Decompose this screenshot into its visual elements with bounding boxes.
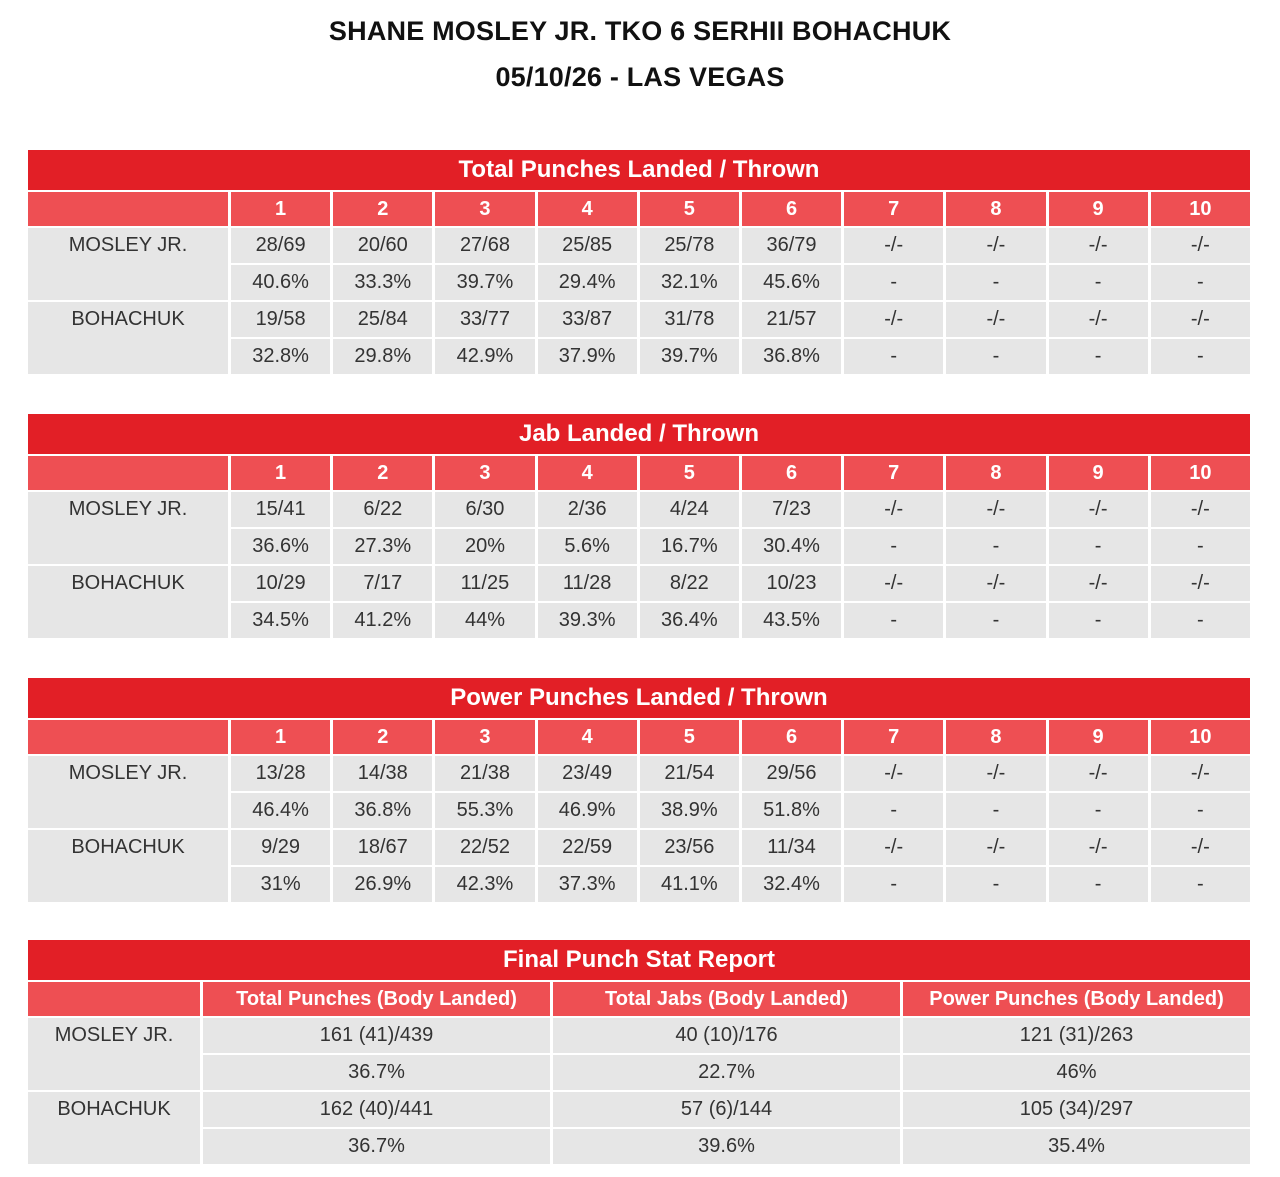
landed-thrown-cell: -/- [1049, 228, 1148, 263]
pct-cell: - [844, 339, 943, 374]
landed-thrown-cell: 8/22 [640, 566, 739, 601]
landed-thrown-cell: 7/17 [333, 566, 432, 601]
pct-cell: 39.7% [435, 265, 534, 300]
round-header: 9 [1049, 720, 1148, 754]
pct-cell: - [1151, 339, 1250, 374]
pct-cell: - [946, 265, 1045, 300]
pct-cell: 43.5% [742, 603, 841, 638]
pct-cell: - [844, 867, 943, 902]
pct-cell: 37.9% [538, 339, 637, 374]
landed-thrown-cell: 31/78 [640, 302, 739, 337]
pct-cell: 29.8% [333, 339, 432, 374]
landed-thrown-cell: 23/56 [640, 830, 739, 865]
landed-thrown-cell: 9/29 [231, 830, 330, 865]
round-header: 8 [946, 456, 1045, 490]
pct-cell: 51.8% [742, 793, 841, 828]
landed-thrown-cell: -/- [1049, 830, 1148, 865]
landed-thrown-cell: -/- [1049, 302, 1148, 337]
landed-thrown-cell: -/- [844, 566, 943, 601]
round-header: 3 [435, 192, 534, 226]
header-blank-cell [28, 982, 200, 1016]
pct-cell: 37.3% [538, 867, 637, 902]
landed-thrown-cell: 23/49 [538, 756, 637, 791]
pct-cell: 38.9% [640, 793, 739, 828]
landed-thrown-cell: 21/38 [435, 756, 534, 791]
landed-thrown-cell: -/- [1151, 228, 1250, 263]
landed-thrown-cell: 11/28 [538, 566, 637, 601]
round-header: 9 [1049, 456, 1148, 490]
landed-thrown-cell: 20/60 [333, 228, 432, 263]
col-total-jabs: Total Jabs (Body Landed) [553, 982, 900, 1016]
pct-cell: 34.5% [231, 603, 330, 638]
table-row [28, 756, 1250, 791]
table-row [28, 302, 1250, 337]
landed-thrown-cell: 14/38 [333, 756, 432, 791]
col-power-punches: Power Punches (Body Landed) [903, 982, 1250, 1016]
round-header: 6 [742, 720, 841, 754]
fighter-name: MOSLEY JR. [28, 756, 228, 828]
pct-cell: - [1151, 265, 1250, 300]
fighter-name: MOSLEY JR. [28, 1018, 200, 1090]
pct-cell: 41.1% [640, 867, 739, 902]
power-punches-title: Power Punches Landed / Thrown [28, 678, 1250, 718]
table-row [28, 1055, 1250, 1090]
landed-thrown-cell: -/- [946, 566, 1045, 601]
landed-thrown-cell: 22/52 [435, 830, 534, 865]
total-punches-title: Total Punches Landed / Thrown [28, 150, 1250, 190]
report-subtitle: 05/10/26 - LAS VEGAS [495, 62, 785, 92]
pct-cell: - [844, 603, 943, 638]
landed-thrown-cell: 36/79 [742, 228, 841, 263]
round-header: 7 [844, 192, 943, 226]
pct-cell: - [1151, 867, 1250, 902]
landed-thrown-cell: 27/68 [435, 228, 534, 263]
landed-thrown-cell: -/- [1151, 756, 1250, 791]
col-total-punches: Total Punches (Body Landed) [203, 982, 550, 1016]
landed-thrown-cell: 13/28 [231, 756, 330, 791]
landed-thrown-cell: 22/59 [538, 830, 637, 865]
pct-cell: - [1049, 867, 1148, 902]
landed-thrown-cell: 15/41 [231, 492, 330, 527]
header-blank-cell [28, 720, 228, 754]
jab-title: Jab Landed / Thrown [28, 414, 1250, 454]
landed-thrown-cell: 6/22 [333, 492, 432, 527]
round-header: 1 [231, 192, 330, 226]
pct-cell: - [1151, 603, 1250, 638]
report-title: SHANE MOSLEY JR. TKO 6 SERHII BOHACHUK [328, 16, 952, 46]
fighter-name: BOHACHUK [28, 830, 228, 902]
pct-cell: 29.4% [538, 265, 637, 300]
pct-cell: 30.4% [742, 529, 841, 564]
power-punches-table [25, 718, 1253, 904]
fighter-name: BOHACHUK [28, 302, 228, 374]
landed-thrown-cell: 4/24 [640, 492, 739, 527]
table-row [28, 492, 1250, 527]
pct-cell: 42.9% [435, 339, 534, 374]
landed-thrown-cell: 6/30 [435, 492, 534, 527]
landed-thrown-cell: -/- [844, 228, 943, 263]
round-header: 3 [435, 720, 534, 754]
round-header: 6 [742, 192, 841, 226]
pct-cell: 36.6% [231, 529, 330, 564]
pct-cell: - [946, 339, 1045, 374]
landed-thrown-cell: 25/78 [640, 228, 739, 263]
round-header: 4 [538, 720, 637, 754]
pct-cell: 46% [903, 1055, 1250, 1090]
landed-thrown-cell: -/- [1049, 566, 1148, 601]
pct-cell: 41.2% [333, 603, 432, 638]
pct-cell: 27.3% [333, 529, 432, 564]
landed-thrown-cell: 10/29 [231, 566, 330, 601]
table-row [28, 228, 1250, 263]
pct-cell: 40.6% [231, 265, 330, 300]
landed-thrown-cell: -/- [1151, 566, 1250, 601]
jab-table [25, 454, 1253, 640]
landed-thrown-cell: 33/77 [435, 302, 534, 337]
round-header: 7 [844, 456, 943, 490]
landed-thrown-cell: 21/54 [640, 756, 739, 791]
landed-thrown-cell: -/- [1049, 756, 1148, 791]
stat-cell: 105 (34)/297 [903, 1092, 1250, 1127]
pct-cell: 35.4% [903, 1129, 1250, 1164]
pct-cell: 26.9% [333, 867, 432, 902]
final-report-table [25, 980, 1253, 1166]
stat-cell: 121 (31)/263 [903, 1018, 1250, 1053]
pct-cell: 36.4% [640, 603, 739, 638]
pct-cell: - [946, 793, 1045, 828]
pct-cell: 32.1% [640, 265, 739, 300]
power-punches-section [28, 678, 1250, 904]
landed-thrown-cell: -/- [946, 830, 1045, 865]
pct-cell: 45.6% [742, 265, 841, 300]
table-row [28, 1018, 1250, 1053]
pct-cell: 39.3% [538, 603, 637, 638]
pct-cell: 31% [231, 867, 330, 902]
landed-thrown-cell: 19/58 [231, 302, 330, 337]
round-header-row [28, 456, 1250, 490]
landed-thrown-cell: 11/25 [435, 566, 534, 601]
landed-thrown-cell: -/- [946, 302, 1045, 337]
round-header: 5 [640, 456, 739, 490]
pct-cell: 36.7% [203, 1055, 550, 1090]
landed-thrown-cell: 10/23 [742, 566, 841, 601]
pct-cell: 5.6% [538, 529, 637, 564]
pct-cell: - [844, 793, 943, 828]
landed-thrown-cell: -/- [844, 302, 943, 337]
header-blank-cell [28, 192, 228, 226]
round-header: 2 [333, 192, 432, 226]
table-row [28, 1092, 1250, 1127]
round-header: 1 [231, 720, 330, 754]
round-header: 10 [1151, 720, 1250, 754]
header-blank-cell [28, 456, 228, 490]
pct-cell: - [1049, 793, 1148, 828]
round-header: 8 [946, 720, 1045, 754]
pct-cell: - [1049, 603, 1148, 638]
landed-thrown-cell: 2/36 [538, 492, 637, 527]
round-header: 4 [538, 192, 637, 226]
landed-thrown-cell: 18/67 [333, 830, 432, 865]
round-header: 4 [538, 456, 637, 490]
pct-cell: 42.3% [435, 867, 534, 902]
final-report-title: Final Punch Stat Report [28, 940, 1250, 980]
round-header: 2 [333, 456, 432, 490]
landed-thrown-cell: -/- [844, 830, 943, 865]
round-header: 3 [435, 456, 534, 490]
pct-cell: - [1049, 529, 1148, 564]
pct-cell: 55.3% [435, 793, 534, 828]
round-header: 8 [946, 192, 1045, 226]
round-header: 5 [640, 192, 739, 226]
pct-cell: - [1151, 793, 1250, 828]
pct-cell: 22.7% [553, 1055, 900, 1090]
round-header-row [28, 192, 1250, 226]
round-header: 1 [231, 456, 330, 490]
landed-thrown-cell: 29/56 [742, 756, 841, 791]
pct-cell: 16.7% [640, 529, 739, 564]
final-report-section [28, 940, 1250, 1166]
round-header: 9 [1049, 192, 1148, 226]
round-header: 10 [1151, 192, 1250, 226]
table-row [28, 1129, 1250, 1164]
total-punches-table [25, 190, 1253, 376]
landed-thrown-cell: -/- [844, 492, 943, 527]
round-header: 10 [1151, 456, 1250, 490]
landed-thrown-cell: 7/23 [742, 492, 841, 527]
round-header: 7 [844, 720, 943, 754]
table-row [28, 566, 1250, 601]
landed-thrown-cell: -/- [946, 228, 1045, 263]
stat-cell: 162 (40)/441 [203, 1092, 550, 1127]
pct-cell: 39.6% [553, 1129, 900, 1164]
stat-cell: 40 (10)/176 [553, 1018, 900, 1053]
pct-cell: - [946, 529, 1045, 564]
fighter-name: MOSLEY JR. [28, 228, 228, 300]
pct-cell: - [1049, 339, 1148, 374]
pct-cell: 36.8% [742, 339, 841, 374]
landed-thrown-cell: 28/69 [231, 228, 330, 263]
pct-cell: 39.7% [640, 339, 739, 374]
landed-thrown-cell: -/- [1151, 302, 1250, 337]
stat-cell: 161 (41)/439 [203, 1018, 550, 1053]
landed-thrown-cell: -/- [946, 756, 1045, 791]
stat-cell: 57 (6)/144 [553, 1092, 900, 1127]
fighter-name: BOHACHUK [28, 1092, 200, 1164]
landed-thrown-cell: -/- [844, 756, 943, 791]
pct-cell: - [844, 529, 943, 564]
round-header: 5 [640, 720, 739, 754]
landed-thrown-cell: -/- [1049, 492, 1148, 527]
pct-cell: 36.8% [333, 793, 432, 828]
pct-cell: 44% [435, 603, 534, 638]
round-header: 2 [333, 720, 432, 754]
landed-thrown-cell: 25/84 [333, 302, 432, 337]
jab-section [28, 414, 1250, 640]
table-row [28, 830, 1250, 865]
landed-thrown-cell: -/- [1151, 830, 1250, 865]
landed-thrown-cell: 11/34 [742, 830, 841, 865]
landed-thrown-cell: 25/85 [538, 228, 637, 263]
fighter-name: MOSLEY JR. [28, 492, 228, 564]
round-header: 6 [742, 456, 841, 490]
round-header-row [28, 720, 1250, 754]
pct-cell: - [946, 867, 1045, 902]
pct-cell: - [1151, 529, 1250, 564]
pct-cell: 46.4% [231, 793, 330, 828]
total-punches-section [28, 150, 1250, 376]
pct-cell: - [1049, 265, 1148, 300]
landed-thrown-cell: 21/57 [742, 302, 841, 337]
pct-cell: 32.8% [231, 339, 330, 374]
pct-cell: - [844, 265, 943, 300]
pct-cell: 33.3% [333, 265, 432, 300]
landed-thrown-cell: -/- [1151, 492, 1250, 527]
final-header-row [28, 982, 1250, 1016]
fighter-name: BOHACHUK [28, 566, 228, 638]
pct-cell: 46.9% [538, 793, 637, 828]
landed-thrown-cell: -/- [946, 492, 1045, 527]
pct-cell: 36.7% [203, 1129, 550, 1164]
pct-cell: 20% [435, 529, 534, 564]
pct-cell: - [946, 603, 1045, 638]
landed-thrown-cell: 33/87 [538, 302, 637, 337]
pct-cell: 32.4% [742, 867, 841, 902]
